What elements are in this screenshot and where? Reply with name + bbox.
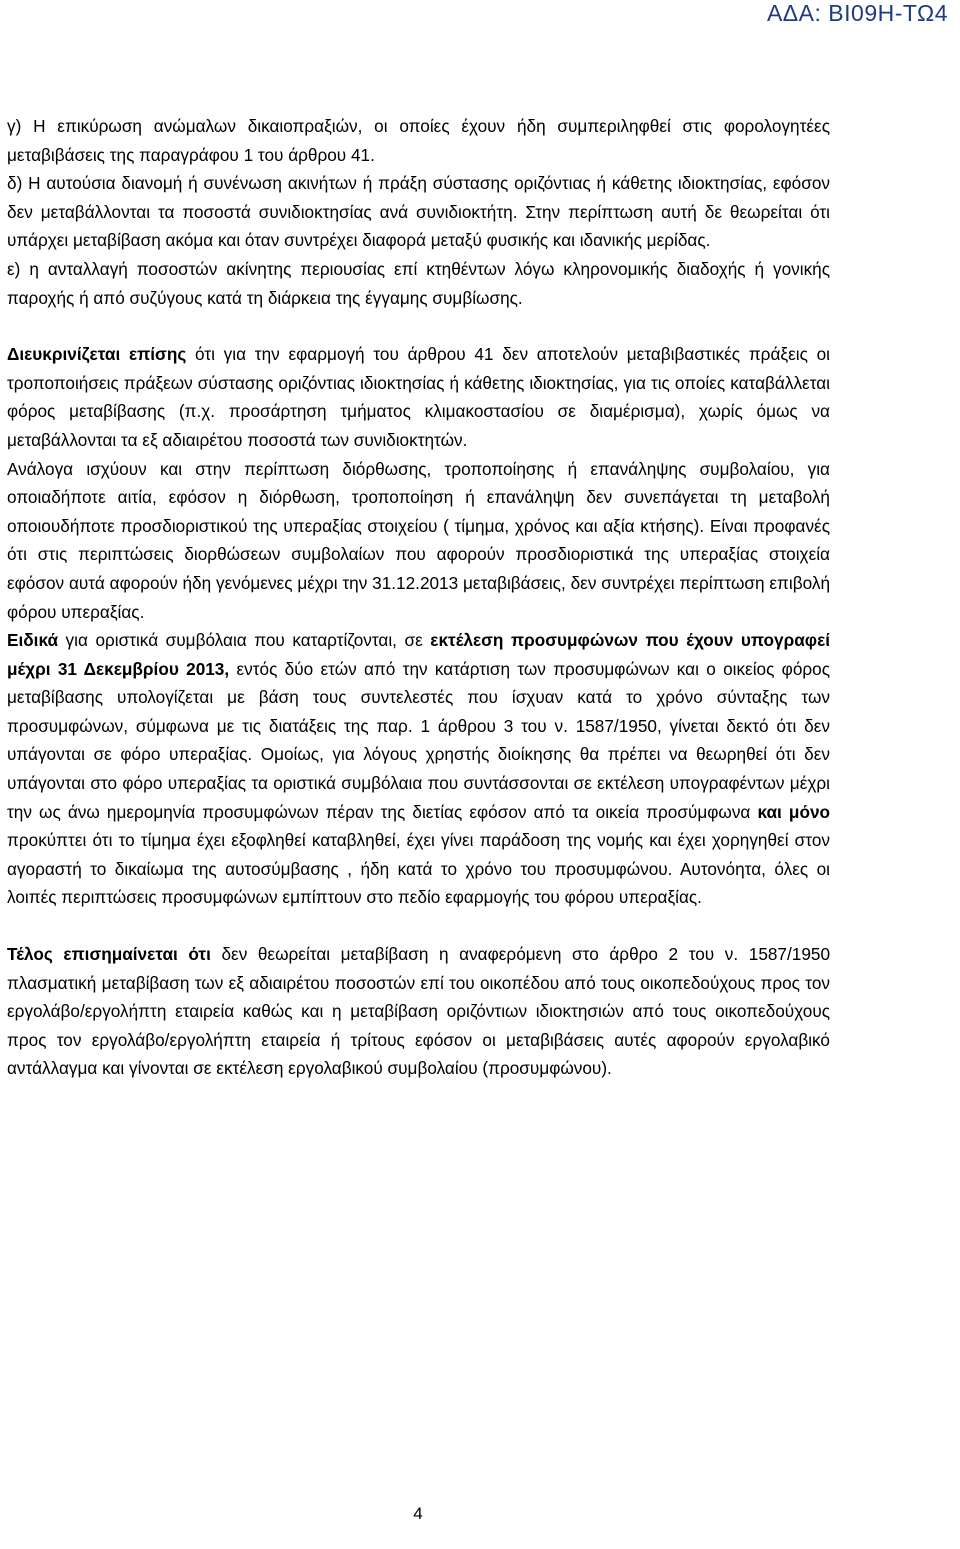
paragraph-text: εντός δύο ετών από την κατάρτιση των προσυμφώνων και ο οικείος φόρος μεταβίβασης υπολογίζεται με βάση τους συντελεστές που ίσχυαν κατά το χρόνο σύνταξης των προσυμφώνων, σύμφωνα με τις διατάξεις της παρ. 1 άρθρου 3 του ν. 1587/1950, γίνεται δεκτό ότι δεν υπάγονται σε φόρο υπεραξίας. Ομοίως, για λόγους χρηστής διοίκησης θα πρέπει να θεωρηθεί ότι δεν υπάγονται στο φόρο υπεραξίας τα οριστικά συμβόλαια που συντάσσονται σε εκτέλεση υπογραφέντων μέχρι την ως άνω ημερομηνία προσυμφώνων πέραν της διετίας εφόσον από τα οικεία προσύμφωνα [7, 658, 830, 822]
paragraph-special-contracts [7, 626, 830, 912]
bold-emphasis-text: και μόνο [757, 801, 831, 822]
paragraph-finally [7, 940, 830, 1083]
paragraph-epsilon: ε) η ανταλλαγή ποσοστών ακίνητης περιουσίας επί κτηθέντων λόγω κληρονομικής διαδοχής ή γονικής παροχής ή από συζύγους κατά τη διάρκεια της έγγαμης συμβίωσης. [7, 258, 830, 308]
paragraph-clarification [7, 340, 830, 454]
bold-lead-text: Ειδικά [7, 630, 59, 651]
paragraph-text: ότι για την εφαρμογή του άρθρου 41 δεν αποτελούν μεταβιβαστικές πράξεις οι τροποποιήσεις πράξεων σύστασης οριζόντιας ιδιοκτησίας ή κάθετης ιδιοκτησίας, για τις οποίες καταβάλλεται φόρος μεταβίβασης (π.χ. προσάρτηση τμήματος κλιμακοστασίου σε διαμέρισμα), χωρίς όμως να μεταβάλλονται τα εξ αδιαιρέτου ποσοστά των συνιδιοκτητών. [7, 344, 830, 450]
bold-emphasis-text: εκτέλεση προσυμφώνων που έχουν υπογραφεί μέχρι 31 Δεκεμβρίου 2013, [7, 630, 830, 679]
paragraph-text: για οριστικά συμβόλαια που καταρτίζονται, σε [58, 630, 431, 651]
bold-lead-text: Διευκρινίζεται επίσης [7, 344, 187, 365]
page-number: 4 [413, 1504, 423, 1523]
paragraph-text: δεν θεωρείται μεταβίβαση η αναφερόμενη στο άρθρο 2 του ν. 1587/1950 πλασματική μεταβίβαση των εξ αδιαιρέτου ποσοστών επί του οικοπέδου από τους οικοπεδούχους προς τον εργολάβο/εργολήπτη εταιρεία καθώς και η μεταβίβαση οριζόντιων ιδιοκτησιών από τους οικοπεδούχους προς τον εργολάβο/εργολήπτη εταιρεία ή τρίτους εφόσον οι μεταβιβάσεις αυτές αφορούν εργολαβικό αντάλλαγμα και γίνονται σε εκτέλεση εργολαβικού συμβολαίου (προσυμφώνου). [7, 944, 831, 1079]
document-id-header: ΑΔΑ: ΒΙ09Η-ΤΩ4 [766, 0, 948, 26]
paragraph-delta: δ) Η αυτούσια διανομή ή συνένωση ακινήτων ή πράξη σύστασης οριζόντιας ή κάθετης ιδιοκτησίας, εφόσον δεν μεταβάλλονται τα ποσοστά συνιδιοκτησίας ανά συνιδιοκτήτη. Στην περίπτωση αυτή δε θεωρείται ότι υπάρχει μεταβίβαση ακόμα και όταν συντρέχει διαφορά μεταξύ φυσικής και ιδανικής μερίδας. [7, 173, 830, 251]
paragraph-text: προκύπτει ότι το τίμημα έχει εξοφληθεί καταβληθεί, έχει γίνει παράδοση της νομής και έχει χορηγηθεί στον αγοραστή το δικαίωμα της αυτοσύμβασης , ήδη κατά το χρόνο του προσυμφώνου. Αυτονόητα, όλες οι λοιπές περιπτώσεις προσυμφώνων εμπίπτουν στο πεδίο εφαρμογής του φόρου υπεραξίας. [7, 830, 830, 908]
paragraph-similar-cases: Ανάλογα ισχύουν και στην περίπτωση διόρθωσης, τροποποίησης ή επανάληψης συμβολαίου, για οποιαδήποτε αιτία, εφόσον η διόρθωση, τροποποίηση ή επανάληψη δεν συνεπάγεται τη μεταβολή οποιουδήποτε προσδιοριστικού της υπεραξίας στοιχείου ( τίμημα, χρόνος και αξία κτήσης). Είναι προφανές ότι στις περιπτώσεις διορθώσεων συμβολαίων που αφορούν προσδιοριστικά της υπεραξίας στοιχεία εφόσον αυτά αφορούν ήδη γενόμενες μέχρι την 31.12.2013 μεταβιβάσεις, δεν συντρέχει περίπτωση επιβολή φόρου υπεραξίας. [7, 458, 830, 622]
document-body [7, 112, 830, 1083]
bold-lead-text: Τέλος επισημαίνεται ότι [7, 944, 211, 965]
paragraph-gamma: γ) Η επικύρωση ανώμαλων δικαιοπραξιών, οι οποίες έχουν ήδη συμπεριληφθεί στις φορολογητέες μεταβιβάσεις της παραγράφου 1 του άρθρου 41. [7, 116, 830, 165]
